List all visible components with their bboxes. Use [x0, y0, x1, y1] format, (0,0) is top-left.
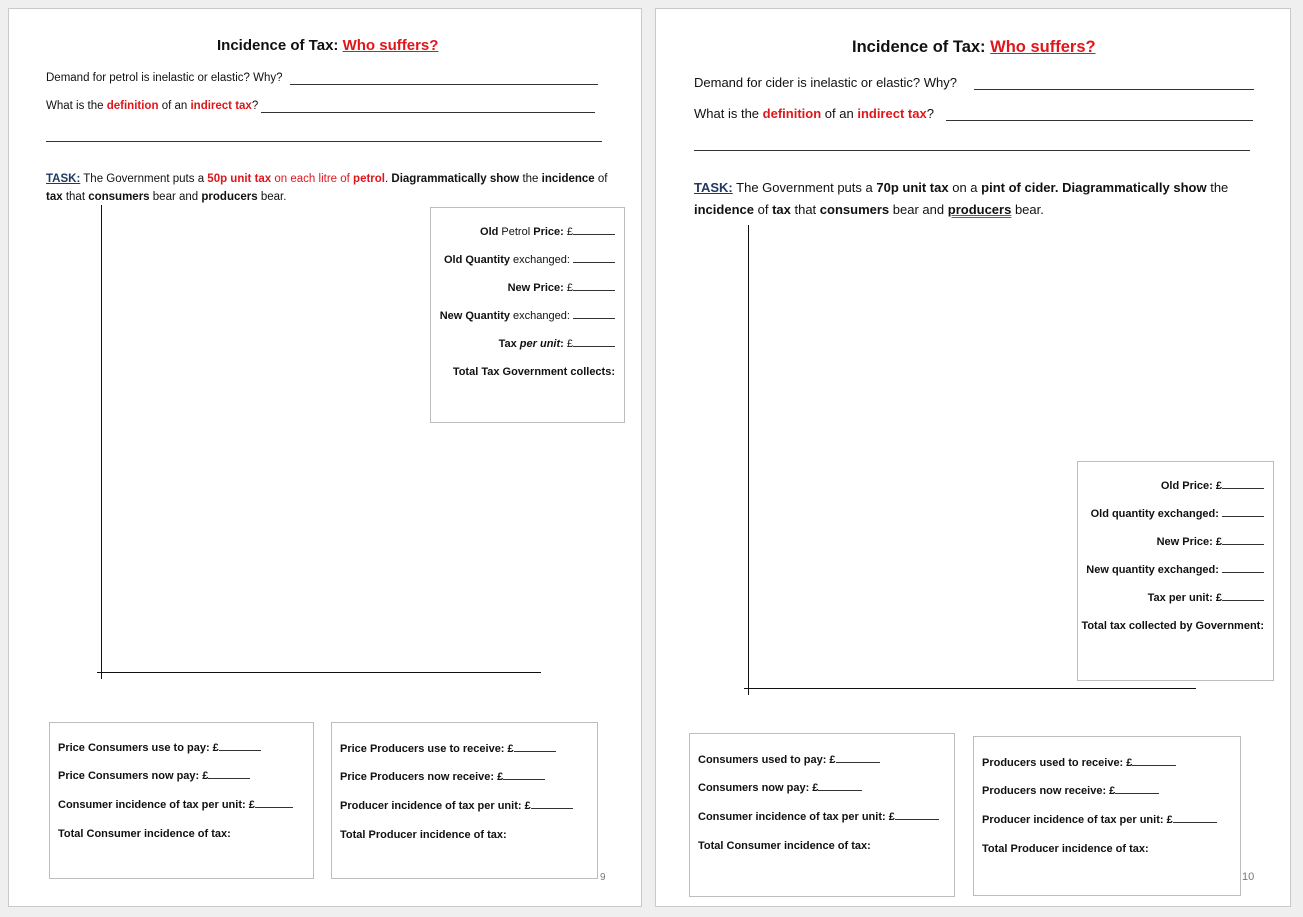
- row-label: Price Consumers now pay: £: [58, 770, 209, 782]
- answer-blank[interactable]: [1222, 592, 1264, 601]
- answer-blank[interactable]: [531, 800, 573, 809]
- text-segment: on each litre of: [274, 173, 350, 185]
- old-quantity-row: [1091, 508, 1264, 520]
- answer-blank[interactable]: [573, 310, 615, 319]
- answer-line-3[interactable]: [694, 150, 1250, 151]
- text-segment: New Quantity: [439, 310, 510, 322]
- title-highlight: Who suffers?: [342, 37, 439, 54]
- answer-blank[interactable]: [514, 743, 556, 752]
- keyword-indirect-tax: indirect tax: [857, 106, 927, 121]
- keyword-tax-amount: 70p unit tax: [876, 180, 949, 195]
- row-label: New quantity exchanged:: [1086, 564, 1219, 576]
- keyword-definition: definition: [762, 106, 822, 121]
- diagram-x-axis: [744, 688, 1196, 689]
- answer-blank[interactable]: [573, 226, 615, 235]
- consumer-new-price-row: [698, 782, 862, 794]
- consumer-box: [49, 722, 314, 879]
- answer-line-1[interactable]: [974, 89, 1254, 90]
- keyword-tax: tax: [772, 202, 791, 217]
- producer-incidence-row: [982, 814, 1217, 826]
- keyword-producers: producers: [947, 202, 1012, 217]
- consumer-new-price-row: [58, 770, 250, 782]
- consumer-old-price-row: [698, 754, 880, 766]
- text-segment: of an: [824, 106, 854, 121]
- question-elasticity: Demand for cider is inelastic or elastic? Why?: [694, 75, 957, 90]
- answer-blank[interactable]: [818, 782, 862, 791]
- answer-line-1[interactable]: [290, 84, 598, 85]
- text-segment: :: [560, 338, 564, 350]
- worksheet-page-9: [8, 8, 642, 907]
- keyword-tax: tax: [46, 191, 63, 203]
- consumer-incidence-row: [698, 811, 939, 823]
- tax-per-unit-row: [499, 338, 615, 350]
- keyword-definition: definition: [106, 100, 159, 112]
- producer-new-price-row: [340, 771, 545, 783]
- row-label: Old Price: £: [1160, 480, 1222, 492]
- text-segment: per unit: [519, 338, 561, 350]
- keyword-product: petrol: [353, 173, 385, 185]
- answer-blank[interactable]: [1222, 564, 1264, 573]
- text-segment: .: [385, 173, 389, 185]
- text-segment: The Government puts a: [736, 180, 873, 195]
- producer-old-price-row: [340, 743, 556, 755]
- text-segment: that: [794, 202, 817, 217]
- answer-blank[interactable]: [208, 770, 250, 779]
- text-segment: bear and: [152, 191, 199, 203]
- producer-total-row: Total Producer incidence of tax:: [340, 829, 507, 841]
- task-instructions: [694, 177, 1228, 221]
- text-segment: exchanged:: [513, 310, 570, 322]
- keyword-tax-amount: 50p unit tax: [207, 173, 272, 185]
- text-segment: the: [1210, 180, 1229, 195]
- task-label: TASK:: [46, 173, 81, 185]
- row-label: Consumers used to pay: £: [698, 754, 836, 766]
- row-label: Consumer incidence of tax per unit: £: [58, 799, 255, 811]
- text-segment: What is the: [46, 100, 104, 112]
- row-label: Consumers now pay: £: [698, 782, 819, 794]
- text-segment: New Price:: [507, 282, 564, 294]
- currency-symbol: £: [566, 338, 573, 350]
- worksheet-page-10: [655, 8, 1291, 907]
- answer-blank[interactable]: [1173, 814, 1217, 823]
- row-label: Old quantity exchanged:: [1090, 508, 1219, 520]
- answer-blank[interactable]: [503, 771, 545, 780]
- text-segment: Old Quantity: [443, 254, 510, 266]
- row-label: Producer incidence of tax per unit: £: [982, 814, 1173, 826]
- text-segment: that: [65, 191, 86, 203]
- new-quantity-row: [440, 310, 615, 322]
- text-segment: bear.: [1014, 202, 1044, 217]
- tax-per-unit-row: [1148, 592, 1264, 604]
- text-segment: of an: [161, 100, 188, 112]
- text-segment: Price:: [533, 226, 564, 238]
- answer-blank[interactable]: [1132, 757, 1176, 766]
- answer-blank[interactable]: [573, 254, 615, 263]
- row-label: Price Consumers use to pay: £: [58, 742, 219, 754]
- answer-blank[interactable]: [219, 742, 261, 751]
- text-segment: exchanged:: [513, 254, 570, 266]
- title-prefix: Incidence of Tax:: [217, 37, 339, 54]
- currency-symbol: £: [566, 282, 573, 294]
- row-label: Consumer incidence of tax per unit: £: [698, 811, 895, 823]
- currency-symbol: £: [566, 226, 573, 238]
- row-label: Producers used to receive: £: [982, 757, 1133, 769]
- keyword-product: pint of cider.: [981, 180, 1059, 195]
- page-title: [217, 37, 438, 54]
- consumer-box: [689, 733, 955, 897]
- row-label: Tax per unit: £: [1147, 592, 1222, 604]
- total-tax-row: Total tax collected by Government:: [1081, 620, 1264, 632]
- text-segment: Tax: [498, 338, 517, 350]
- consumer-incidence-row: [58, 799, 293, 811]
- producer-new-price-row: [982, 785, 1159, 797]
- title-highlight: Who suffers?: [990, 38, 1096, 56]
- answer-line-2[interactable]: [261, 112, 595, 113]
- answer-blank[interactable]: [573, 282, 615, 291]
- answer-line-3[interactable]: [46, 141, 602, 142]
- text-segment: Petrol: [501, 226, 531, 238]
- question-elasticity: Demand for petrol is inelastic or elastic? Why?: [46, 72, 283, 84]
- old-quantity-row: [444, 254, 615, 266]
- answer-blank[interactable]: [1222, 536, 1264, 545]
- keyword-instruction: Diagrammatically show: [1062, 180, 1207, 195]
- keyword-consumers: consumers: [819, 202, 890, 217]
- answer-blank[interactable]: [1222, 508, 1264, 517]
- total-tax-row: Total Tax Government collects:: [452, 366, 615, 378]
- keyword-incidence: incidence: [541, 173, 595, 185]
- consumer-old-price-row: [58, 742, 261, 754]
- page-number: 10: [1242, 871, 1255, 883]
- row-label: New Price: £: [1156, 536, 1222, 548]
- price-info-box: [430, 207, 625, 423]
- consumer-total-row: Total Consumer incidence of tax:: [58, 828, 231, 840]
- new-price-row: [1157, 536, 1264, 548]
- text-segment: the: [522, 173, 539, 185]
- keyword-incidence: incidence: [694, 202, 754, 217]
- diagram-x-axis: [97, 672, 541, 673]
- old-price-row: [480, 226, 615, 238]
- consumer-total-row: Total Consumer incidence of tax:: [698, 840, 871, 852]
- new-price-row: [508, 282, 615, 294]
- text-segment: of: [757, 202, 769, 217]
- text-segment: on a: [952, 180, 978, 195]
- row-label: Producers now receive: £: [982, 785, 1116, 797]
- producer-box: [973, 736, 1241, 896]
- text-segment: ?: [251, 100, 259, 112]
- answer-blank[interactable]: [1222, 480, 1264, 489]
- question-definition: [46, 100, 258, 112]
- text-segment: ?: [926, 106, 934, 121]
- text-segment: bear.: [260, 191, 287, 203]
- task-instructions: [46, 170, 608, 206]
- answer-blank[interactable]: [895, 811, 939, 820]
- text-segment: Old: [480, 226, 499, 238]
- diagram-y-axis: [748, 225, 749, 695]
- text-segment: The Government puts a: [83, 173, 205, 185]
- producer-incidence-row: [340, 800, 573, 812]
- answer-blank[interactable]: [573, 338, 615, 347]
- answer-blank[interactable]: [836, 754, 880, 763]
- keyword-producers: producers: [201, 191, 258, 203]
- title-prefix: Incidence of Tax:: [852, 38, 986, 56]
- old-price-row: [1161, 480, 1264, 492]
- row-label: Producer incidence of tax per unit: £: [340, 800, 531, 812]
- keyword-instruction: Diagrammatically show: [391, 173, 520, 185]
- page-number: 9: [600, 872, 606, 883]
- text-segment: of: [597, 173, 608, 185]
- answer-blank[interactable]: [1115, 785, 1159, 794]
- keyword-consumers: consumers: [88, 191, 150, 203]
- text-segment: What is the: [694, 106, 760, 121]
- producer-old-price-row: [982, 757, 1176, 769]
- keyword-indirect-tax: indirect tax: [190, 100, 252, 112]
- text-segment: bear and: [892, 202, 945, 217]
- price-info-box: [1077, 461, 1274, 681]
- new-quantity-row: [1086, 564, 1264, 576]
- answer-line-2[interactable]: [946, 120, 1253, 121]
- row-label: Price Producers now receive: £: [340, 771, 504, 783]
- task-label: TASK:: [694, 180, 733, 195]
- row-label: Price Producers use to receive: £: [340, 743, 514, 755]
- page-title: [852, 38, 1096, 57]
- producer-box: [331, 722, 598, 879]
- answer-blank[interactable]: [255, 799, 293, 808]
- question-definition: [694, 106, 934, 121]
- diagram-y-axis: [101, 205, 102, 679]
- producer-total-row: Total Producer incidence of tax:: [982, 843, 1149, 855]
